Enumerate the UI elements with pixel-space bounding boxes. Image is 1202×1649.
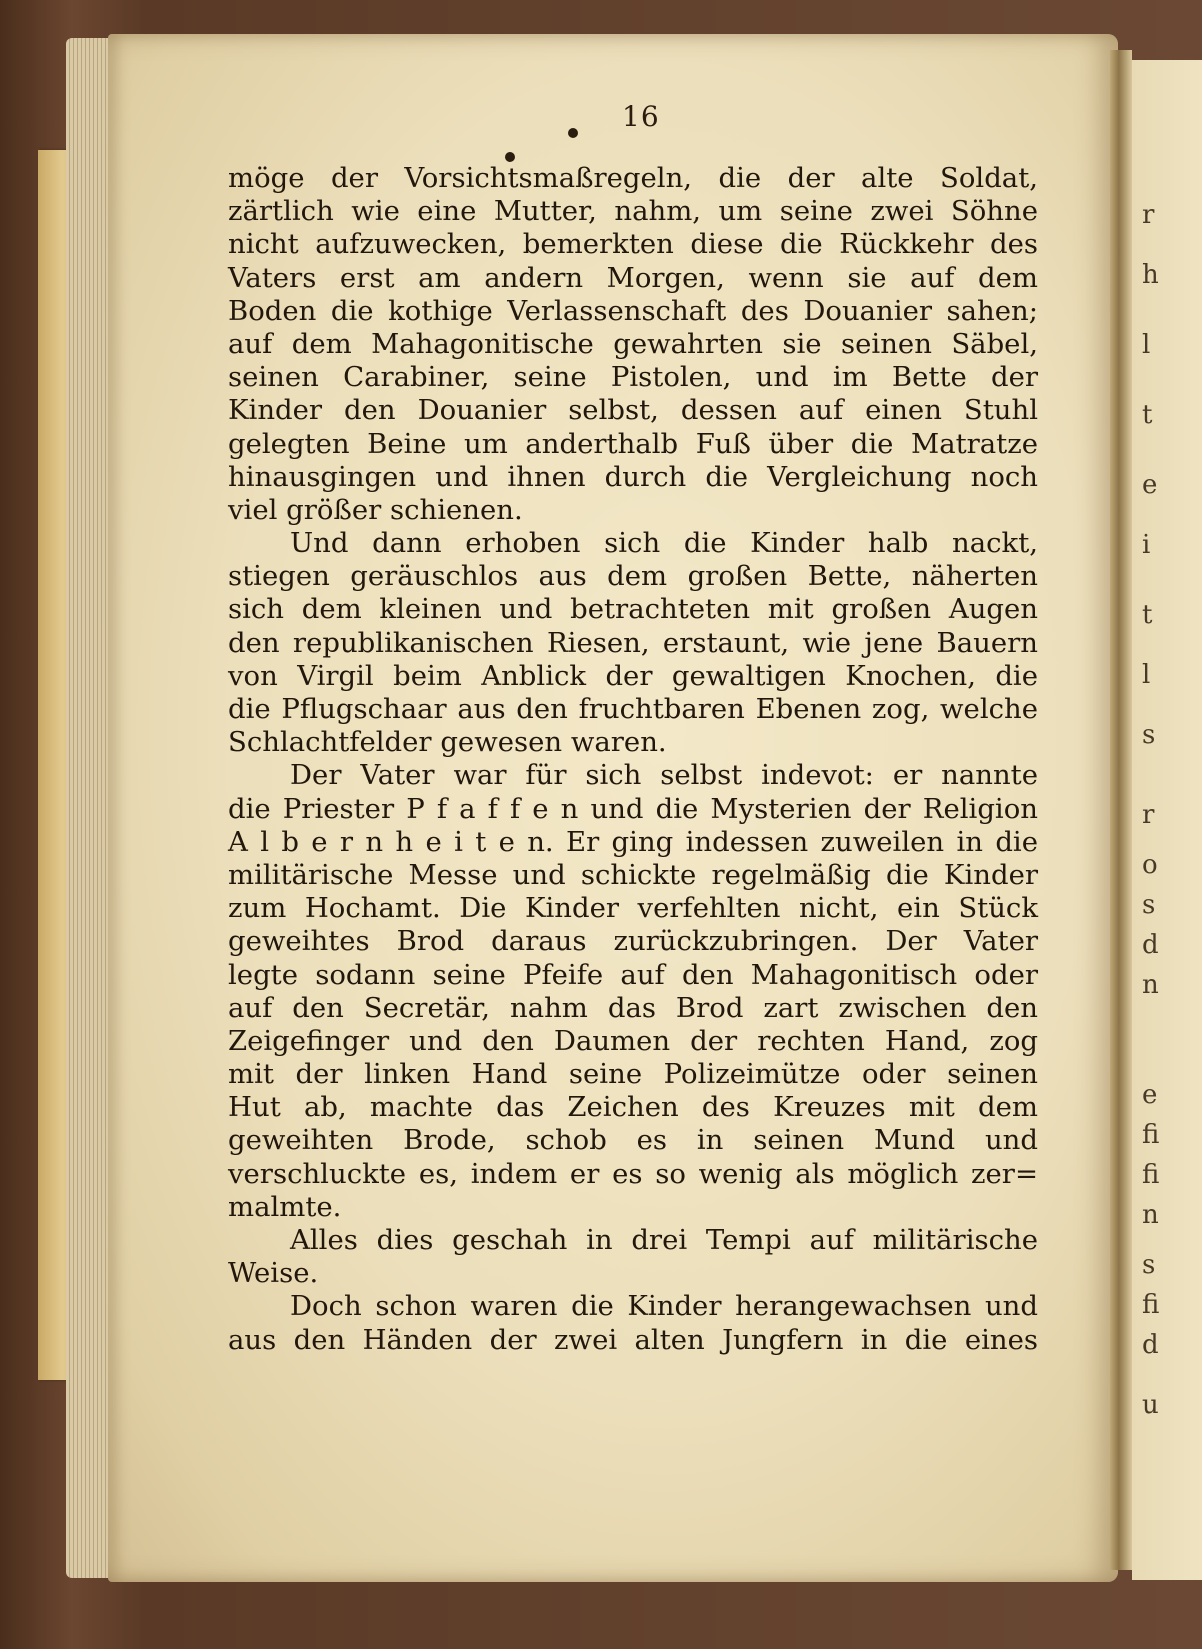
next-page-fragment: d — [1142, 1330, 1159, 1360]
next-page-fragment: l — [1142, 660, 1151, 690]
next-page-fragment: fi — [1142, 1160, 1160, 1190]
text-line: Der Vater war für sich selbst indevot: er nannte — [290, 759, 1038, 792]
text-line: hinausgingen und ihnen durch die Vergleichung noch — [228, 460, 1038, 493]
text-line: nicht aufzuwecken, bemerkten diese die Rückkehr des — [228, 228, 1038, 261]
next-page-fragment: n — [1142, 970, 1159, 1000]
text-line: verschluckte es, indem er es so wenig als möglich zer= — [228, 1157, 1038, 1190]
text-line: den republikanischen Riesen, erstaunt, wie jene Bauern — [228, 626, 1038, 659]
next-page-fragment: n — [1142, 1200, 1159, 1230]
text-line: geweihtes Brod daraus zurückzubringen. Der Vater — [228, 925, 1038, 958]
text-line: zärtlich wie eine Mutter, nahm, um seine zwei Söhne — [228, 195, 1038, 228]
text-line: Kinder den Douanier selbst, dessen auf einen Stuhl — [228, 394, 1038, 427]
ink-dot — [568, 128, 578, 138]
next-page-fragment: s — [1142, 890, 1156, 920]
text-line: Hut ab, machte das Zeichen des Kreuzes mit dem — [228, 1091, 1038, 1124]
text-line: legte sodann seine Pfeife auf den Mahagonitisch oder — [228, 958, 1038, 991]
text-line: die Priester P f a f f e n und die Mysterien der Religion — [228, 792, 1038, 825]
text-line: möge der Vorsichtsmaßregeln, die der alte Soldat, — [228, 162, 1038, 194]
ink-dot — [505, 152, 515, 162]
body-text — [228, 162, 1038, 1357]
text-line: sich dem kleinen und betrachteten mit großen Augen — [228, 593, 1038, 626]
next-page-fragment: h — [1142, 260, 1159, 290]
text-line: Weise. — [228, 1257, 319, 1290]
text-line: viel größer schienen. — [228, 493, 523, 526]
next-page-fragment: e — [1142, 1080, 1158, 1110]
text-line: A l b e r n h e i t e n. Er ging indessen zuweilen in die — [228, 825, 1038, 858]
next-page-fragment: r — [1142, 200, 1155, 230]
text-line: auf den Secretär, nahm das Brod zart zwischen den — [228, 991, 1038, 1024]
text-line: zum Hochamt. Die Kinder verfehlten nicht, ein Stück — [228, 892, 1038, 925]
text-line: mit der linken Hand seine Polizeimütze oder seinen — [228, 1058, 1038, 1091]
text-line: Vaters erst am andern Morgen, wenn sie auf dem — [228, 261, 1038, 294]
text-line: Alles dies geschah in drei Tempi auf militärische — [290, 1224, 1038, 1256]
next-page-fragment: t — [1142, 600, 1153, 630]
text-line: geweihten Brode, schob es in seinen Mund und — [228, 1124, 1038, 1157]
next-page-fragment: e — [1142, 470, 1158, 500]
next-page-fragment: t — [1142, 400, 1153, 430]
next-page-fragment: l — [1142, 330, 1151, 360]
text-line: auf dem Mahagonitische gewahrten sie seinen Säbel, — [228, 327, 1038, 360]
text-line: Und dann erhoben sich die Kinder halb nackt, — [290, 527, 1038, 560]
page-number: 16 — [622, 100, 660, 133]
text-line: gelegten Beine um anderthalb Fuß über die Matratze — [228, 427, 1038, 460]
text-line: Zeigefinger und den Daumen der rechten Hand, zog — [228, 1024, 1038, 1057]
text-line: Boden die kothige Verlassenschaft des Douanier sahen; — [228, 294, 1038, 327]
next-page-fragment: d — [1142, 930, 1159, 960]
next-page-fragment: fi — [1142, 1290, 1160, 1320]
text-line: Doch schon waren die Kinder herangewachsen und — [290, 1290, 1038, 1323]
book-gutter — [1110, 50, 1132, 1570]
text-line: von Virgil beim Anblick der gewaltigen Knochen, die — [228, 659, 1038, 692]
next-page-fragment: i — [1142, 530, 1151, 560]
text-line: malmte. — [228, 1190, 342, 1223]
next-page-edge — [1132, 60, 1202, 1580]
text-line: die Pflugschaar aus den fruchtbaren Ebenen zog, welche — [228, 693, 1038, 725]
text-line: stiegen geräuschlos aus dem großen Bette, näherten — [228, 560, 1038, 593]
next-page-fragment: fi — [1142, 1120, 1160, 1150]
next-page-fragment: u — [1142, 1390, 1159, 1420]
next-page-fragment: s — [1142, 1250, 1156, 1280]
next-page-fragment: o — [1142, 850, 1158, 880]
next-page-fragment: r — [1142, 800, 1155, 830]
text-line: seinen Carabiner, seine Pistolen, und im Bette der — [228, 361, 1038, 394]
text-line: Schlachtfelder gewesen waren. — [228, 726, 667, 759]
text-line: aus den Händen der zwei alten Jungfern in die eines — [228, 1323, 1038, 1356]
text-line: militärische Messe und schickte regelmäßig die Kinder — [228, 858, 1038, 891]
next-page-fragment: s — [1142, 720, 1156, 750]
